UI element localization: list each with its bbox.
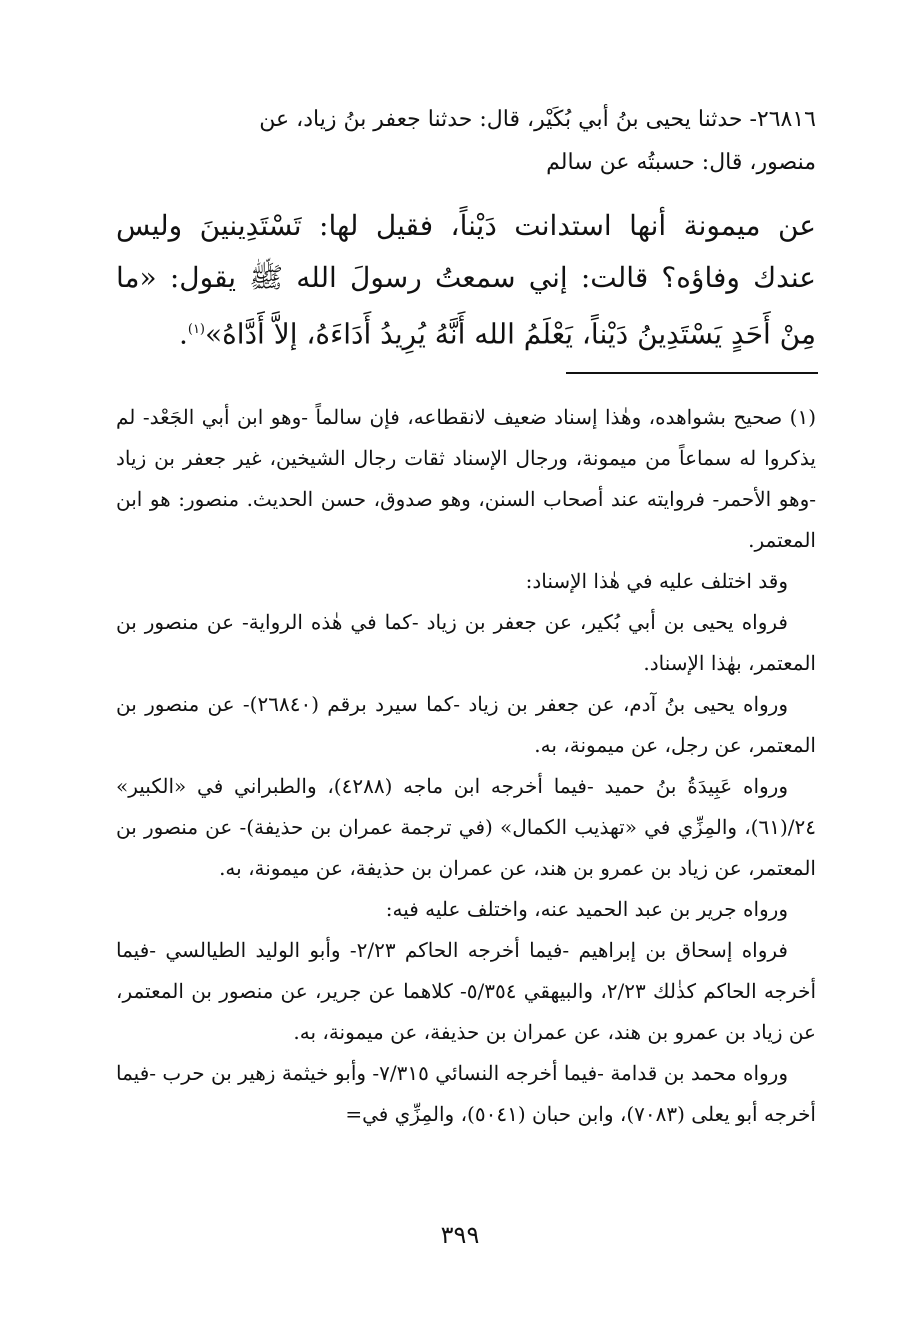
page-number: ٣٩٩: [440, 1221, 480, 1249]
footnote-paragraph: وقد اختلف عليه في هٰذا الإسناد:: [525, 569, 788, 593]
footnotes: [116, 397, 816, 1135]
hadith-body-text: عن ميمونة أنها استدانت دَيْناً، فقيل لها: تَسْتَدِينينَ وليس عندك وفاؤه؟ قالت: إني سمعتُ رسولَ الله ﷺ يقول: «ما مِنْ أَحَدٍ يَسْتَدِينُ دَيْناً، يَعْلَمُ الله أَنَّهُ يُرِيدُ أَدَاءَهُ، إلاَّ أَدَّاهُ»: [116, 209, 816, 351]
hadith-text: [116, 200, 816, 360]
hadith-chain-line-1: ٢٦٨١٦- حدثنا يحيى بنُ أبي بُكَيْر، قال: حدثنا جعفر بنُ زياد، عن: [259, 107, 816, 132]
hadith-end-mark: .: [178, 317, 188, 351]
footnote-paragraph: ورواه عَبِيدَةُ بنُ حميد -فيما أخرجه ابن ماجه (٤٢٨٨)، والطبراني في «الكبير» ٢٤/(٦١)، والمِزِّي في «تهذيب الكمال» (في ترجمة عمران بن حذيفة)- عن منصور بن المعتمر، عن زياد بن عمرو بن هند، عن عمران بن حذيفة، عن ميمونة، به.: [116, 774, 816, 880]
footnote-marker: (١): [187, 322, 205, 337]
footnote-paragraph: ورواه جرير بن عبد الحميد عنه، واختلف عليه فيه:: [385, 897, 788, 921]
footnote-paragraph: فرواه إسحاق بن إبراهيم -فيما أخرجه الحاكم ٢/٢٣- وأبو الوليد الطيالسي -فيما أخرجه الحاكم كذٰلك ٢/٢٣، والبيهقي ٥/٣٥٤- كلاهما عن جرير، عن منصور بن المعتمر، عن زياد بن عمرو بن هند، عن عمران بن حذيفة، عن ميمونة، به.: [116, 938, 816, 1044]
hadith-chain: [116, 98, 816, 184]
footnote-paragraph: ورواه يحيى بنُ آدم، عن جعفر بن زياد -كما سيرد برقم (٢٦٨٤٠)- عن منصور بن المعتمر، عن رجل، عن ميمونة، به.: [116, 692, 816, 757]
footnote-separator: [566, 372, 818, 374]
footnote-paragraph: ورواه محمد بن قدامة -فيما أخرجه النسائي ٧/٣١٥- وأبو خيثمة زهير بن حرب -فيما أخرجه أبو يعلى (٧٠٨٣)، وابن حبان (٥٠٤١)، والمِزِّي في=: [116, 1061, 816, 1126]
footnote-paragraph: (١) صحيح بشواهده، وهٰذا إسناد ضعيف لانقطاعه، فإن سالماً -وهو ابن أبي الجَعْد- لم يذكروا له سماعاً من ميمونة، ورجال الإسناد ثقات رجال الشيخين، غير جعفر بن زياد -وهو الأحمر- فروايته عند أصحاب السنن، وهو صدوق، حسن الحديث. منصور: هو ابن المعتمر.: [116, 405, 816, 552]
hadith-chain-line-2: منصور، قال: حسبتُه عن سالم: [546, 150, 816, 175]
footnote-paragraph: فرواه يحيى بن أبي بُكير، عن جعفر بن زياد -كما في هٰذه الرواية- عن منصور بن المعتمر، بهٰذا الإسناد.: [116, 610, 816, 675]
